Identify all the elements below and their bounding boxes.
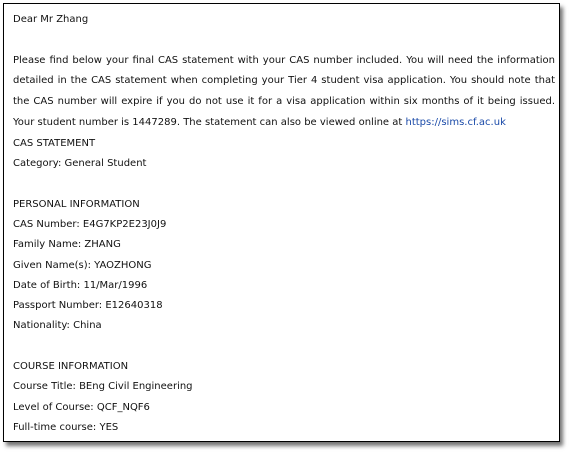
statement-title: CAS STATEMENT: [13, 137, 96, 149]
nationality-field: Nationality: China: [13, 320, 102, 332]
course-level-field: Level of Course: QCF_NQF6: [13, 401, 150, 413]
given-names-field: Given Name(s): YAOZHONG: [13, 259, 152, 271]
course-title-field: Course Title: BEng Civil Engineering: [13, 381, 193, 393]
date-of-birth-field: Date of Birth: 11/Mar/1996: [13, 279, 148, 291]
personal-info-heading: PERSONAL INFORMATION: [13, 198, 140, 210]
greeting: Dear Mr Zhang: [13, 14, 89, 25]
course-info-heading: COURSE INFORMATION: [13, 361, 129, 373]
intro-paragraph: [13, 51, 555, 134]
spacer: [13, 337, 555, 357]
letter-content: [13, 10, 555, 438]
family-name-field: Family Name: ZHANG: [13, 239, 121, 251]
sims-link[interactable]: https://sims.cf.ac.uk: [405, 116, 506, 128]
spacer: [13, 30, 555, 50]
letter-frame: [3, 3, 560, 442]
spacer: [13, 174, 555, 194]
cas-number-field: CAS Number: E4G7KP2E23J0J9: [13, 218, 167, 230]
intro-text: Please find below your final CAS statement with your CAS number included. You will need the information detailed in the CAS statement when completing your Tier 4 student visa application. You should note that the CAS number will expire if you do not use it for a visa application within six months of it being issued. Your student number is 1447289. The statement can also be viewed online at: [13, 54, 555, 128]
passport-number-field: Passport Number: E12640318: [13, 300, 163, 312]
category-line: Category: General Student: [13, 158, 147, 170]
full-time-field: Full-time course: YES: [13, 421, 119, 433]
